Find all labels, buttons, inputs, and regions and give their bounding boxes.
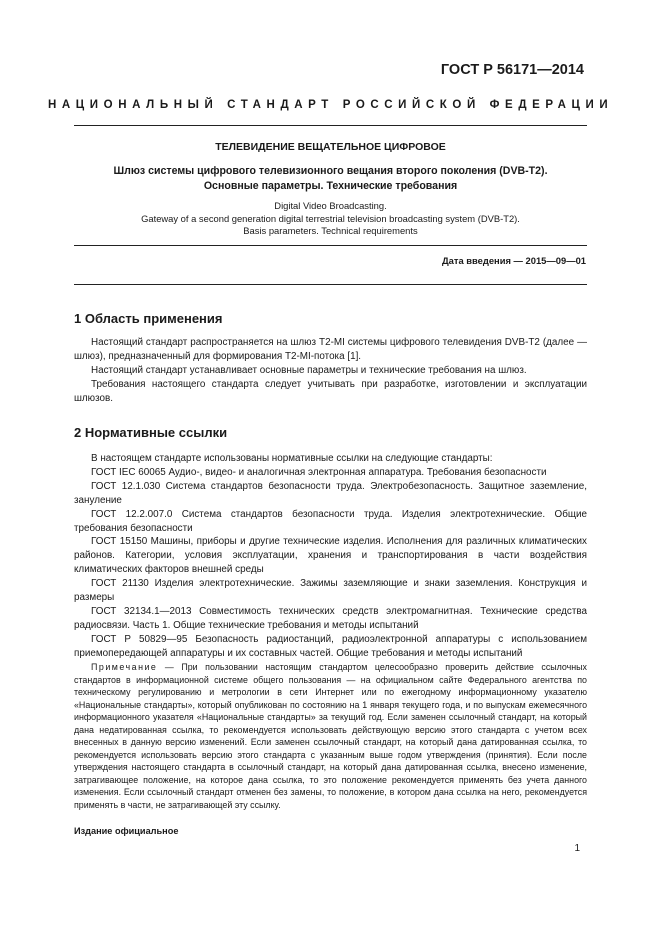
paragraph: Настоящий стандарт устанавливает основные параметры и технические требования на шлюз.	[91, 364, 527, 376]
divider	[74, 284, 587, 285]
document-title: ТЕЛЕВИДЕНИЕ ВЕЩАТЕЛЬНОЕ ЦИФРОВОЕ	[215, 141, 446, 153]
note-label: Примечание	[91, 662, 158, 672]
note-text: — При пользовании настоящим стандартом целесообразно проверить действие ссылочных стандартов в информационной системе общего пользования — на официальном сайте Федерального агентства по техническому регулированию и метрологии в сети Интернет или по ежегодному информационному указателю «Национальные стандарты», который опубликован по состоянию на 1 января текущего года, и по выпускам ежемесячного информационного указателя «Национальные стандарты» за текущий год. Если заменен ссылочный стандарт, на который дана недатированная ссылка, то рекомендуется использовать действующую версию этого стандарта с учетом всех внесенных в данную версию изменений. Если заменен ссылочный стандарт, на который дана датированная ссылка, то рекомендуется использовать версию этого стандарта с указанным выше годом утверждения (принятия). Если после утверждения настоящего стандарта в ссылочный стандарт, на который дана датированная ссылка, внесено изменение, затрагивающее положение, на которое дана ссылка, то это положение рекомендуется применять без учета данного изменения. Если ссылочный стандарт отменен без замены, то положение, в котором дана ссылка на него, рекомендуется применять в части, не затрагивающей эту ссылку.	[74, 662, 587, 810]
page-number: 1	[574, 843, 580, 854]
english-title-line: Gateway of a second generation digital terrestrial television broadcasting system (DVB-T2).	[141, 212, 520, 224]
paragraph: В настоящем стандарте использованы нормативные ссылки на следующие стандарты:	[91, 453, 493, 464]
section-heading-scope: 1 Область применения	[74, 311, 223, 326]
reference-item: ГОСТ 12.1.030 Система стандартов безопасности труда. Электробезопасность. Защитное заземление, зануление	[74, 480, 587, 506]
reference-item: ГОСТ 32134.1—2013 Совместимость технических средств электромагнитная. Технические средства радиосвязи. Часть 1. Общие технические требования и методы испытаний	[74, 605, 587, 631]
reference-item: ГОСТ IEC 60065 Аудио-, видео- и аналогичная электронная аппаратура. Требования безопасности	[91, 466, 547, 478]
introduction-date: Дата введения — 2015—09—01	[441, 255, 586, 266]
reference-item: ГОСТ 21130 Изделия электротехнические. Зажимы заземляющие и знаки заземления. Конструкция и размеры	[74, 578, 587, 604]
reference-item: ГОСТ 15150 Машины, приборы и другие технические изделия. Исполнения для различных климатических районов. Категории, условия эксплуатации, хранения и транспортирования в части воздействия климатических факторов внешней среды	[74, 536, 587, 576]
english-title	[74, 200, 587, 238]
english-title-line: Digital Video Broadcasting.	[274, 200, 387, 211]
edition-label: Издание официальное	[74, 826, 179, 836]
subtitle-line: Основные параметры. Технические требования	[203, 180, 458, 192]
note	[74, 661, 587, 811]
section-heading-references: 2 Нормативные ссылки	[74, 425, 228, 440]
reference-item: ГОСТ Р 50829—95 Безопасность радиостанций, радиоэлектронной аппаратуры с использованием приемопередающей аппаратуры и их составных частей. Общие требования и методы испытаний	[74, 633, 587, 659]
section-body-scope	[74, 336, 587, 406]
gost-number: ГОСТ Р 56171—2014	[440, 62, 584, 78]
divider	[74, 125, 587, 126]
reference-item: ГОСТ 12.2.007.0 Система стандартов безопасности труда. Изделия электротехнические. Общие требования безопасности	[74, 508, 587, 534]
paragraph: Настоящий стандарт распространяется на шлюз T2-MI системы цифрового телевидения DVB-T2 (далее — шлюз), предназначенный для формирования T2-MI-потока [1].	[74, 337, 587, 362]
english-title-line: Basis parameters. Technical requirements	[243, 225, 418, 236]
section-body-references	[74, 452, 587, 661]
subtitle-line: Шлюз системы цифрового телевизионного вещания второго поколения (DVB-T2).	[113, 165, 548, 177]
paragraph: Требования настоящего стандарта следует учитывать при разработке, изготовлении и эксплуатации шлюзов.	[74, 378, 587, 404]
national-standard-banner: НАЦИОНАЛЬНЫЙ СТАНДАРТ РОССИЙСКОЙ ФЕДЕРАЦИИ	[48, 99, 614, 111]
divider	[74, 245, 587, 246]
document-subtitle	[74, 164, 587, 194]
